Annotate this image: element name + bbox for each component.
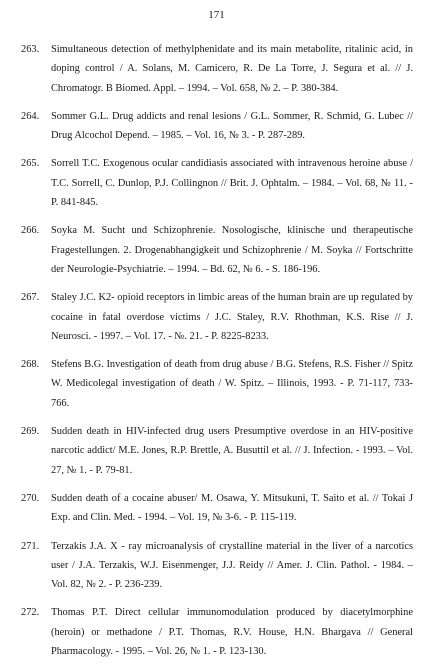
reference-number: 266. bbox=[21, 225, 40, 237]
reference-text: Sorrell T.C. Exogenous ocular candidiasis associated with intravenous heroine abuse / T.C. Sorrell, C. Dunlop, P.J. Collingnon // Brit. J. Ophtalm. – 1984. – Vol. 68, № 11. - P. 841-845. bbox=[51, 158, 413, 209]
reference-number: 264. bbox=[21, 110, 40, 122]
page-number: 171 bbox=[208, 9, 225, 21]
reference-item bbox=[21, 603, 413, 661]
reference-item bbox=[21, 537, 413, 595]
reference-text: Simultaneous detection of methylphenidate and its main metabolite, ritalinic acid, in doping control / A. Solans, M. Camicero, R. De La Torre, J. Segura et al. // J. Chromatogr. B Biomed. Appl. – 1994. – Vol. 658, № 2. – P. 380-384. bbox=[51, 44, 413, 94]
reference-number: 263. bbox=[21, 44, 40, 55]
reference-number: 271. bbox=[21, 540, 40, 552]
reference-item bbox=[21, 107, 413, 146]
reference-item bbox=[21, 154, 413, 212]
reference-text: Sommer G.L. Drug addicts and renal lesions / G.L. Sommer, R. Schmid, G. Lubec // Drug Alcochol Depend. – 1985. – Vol. 16, № 3. - P. 287-289. bbox=[51, 110, 413, 142]
reference-item bbox=[21, 355, 413, 413]
reference-item bbox=[21, 221, 413, 279]
reference-text: Sudden death of a cocaine abuser/ M. Osawa, Y. Mitsukuni, T. Saito et al. // Tokai J Exp. and Clin. Med. - 1994. – Vol. 19, № 3-6. - P. 115-119. bbox=[51, 492, 413, 524]
reference-text: Stefens B.G. Investigation of death from drug abuse / B.G. Stefens, R.S. Fisher // Spitz W. Medicolegal investigation of death / W. Spitz. – Illinois, 1993. - P. 71-117, 733-766. bbox=[51, 359, 413, 409]
reference-text: Sudden death in HIV-infected drug users Presumptive overdose in an HIV-positive narcotic addict/ M.E. Jones, R.P. Brettle, A. Busuttil et al. // J. Infection. - 1993. – Vol. 27, № 1. - P. 79-81. bbox=[51, 426, 413, 476]
reference-list bbox=[21, 40, 413, 670]
reference-item bbox=[21, 422, 413, 480]
reference-text: Terzakis J.A. X - ray microanalysis of crystalline material in the liver of a narcotics user / J.A. Terzakis, W.J. Eisenmenger, J.J. Reidy // Amer. J. Clin. Pathol. - 1984. – Vol. 82, № 2. - P. 236-239. bbox=[51, 540, 413, 591]
reference-item bbox=[21, 489, 413, 528]
reference-item bbox=[21, 40, 413, 98]
reference-number: 272. bbox=[21, 607, 40, 619]
reference-number: 268. bbox=[21, 359, 40, 371]
reference-text: Soyka M. Sucht und Schizophrenie. Nosologische, klinische und therapeutische Fragestellungen. 2. Drogenabhangigkeit und Schizophrenie / M. Soyka // Fortschritte der Neurologie-Psychiatrie. – 1994. – Bd. 62, № 6. - S. 186-196. bbox=[51, 225, 413, 275]
reference-number: 270. bbox=[21, 492, 40, 504]
reference-item bbox=[21, 288, 413, 346]
reference-text: Staley J.C. K2- opioid receptors in limbic areas of the human brain are up regulated by cocaine in fatal overdose victims / J.C. Staley, R.V. Rhothman, K.S. Rise // J. Neurosci. - 1997. – Vol. 17. - №. 21. - P. 8225-8233. bbox=[51, 292, 413, 342]
reference-text: Thomas P.T. Direct cellular immunomodulation produced by diacetylmorphine (heroin) or methadone / P.T. Thomas, R.V. House, H.N. Bhargava // General Pharmacology. - 1995. – Vol. 26, № 1. - P. 123-130. bbox=[51, 607, 413, 658]
reference-number: 269. bbox=[21, 426, 40, 438]
reference-number: 267. bbox=[21, 292, 40, 304]
reference-number: 265. bbox=[21, 158, 40, 170]
